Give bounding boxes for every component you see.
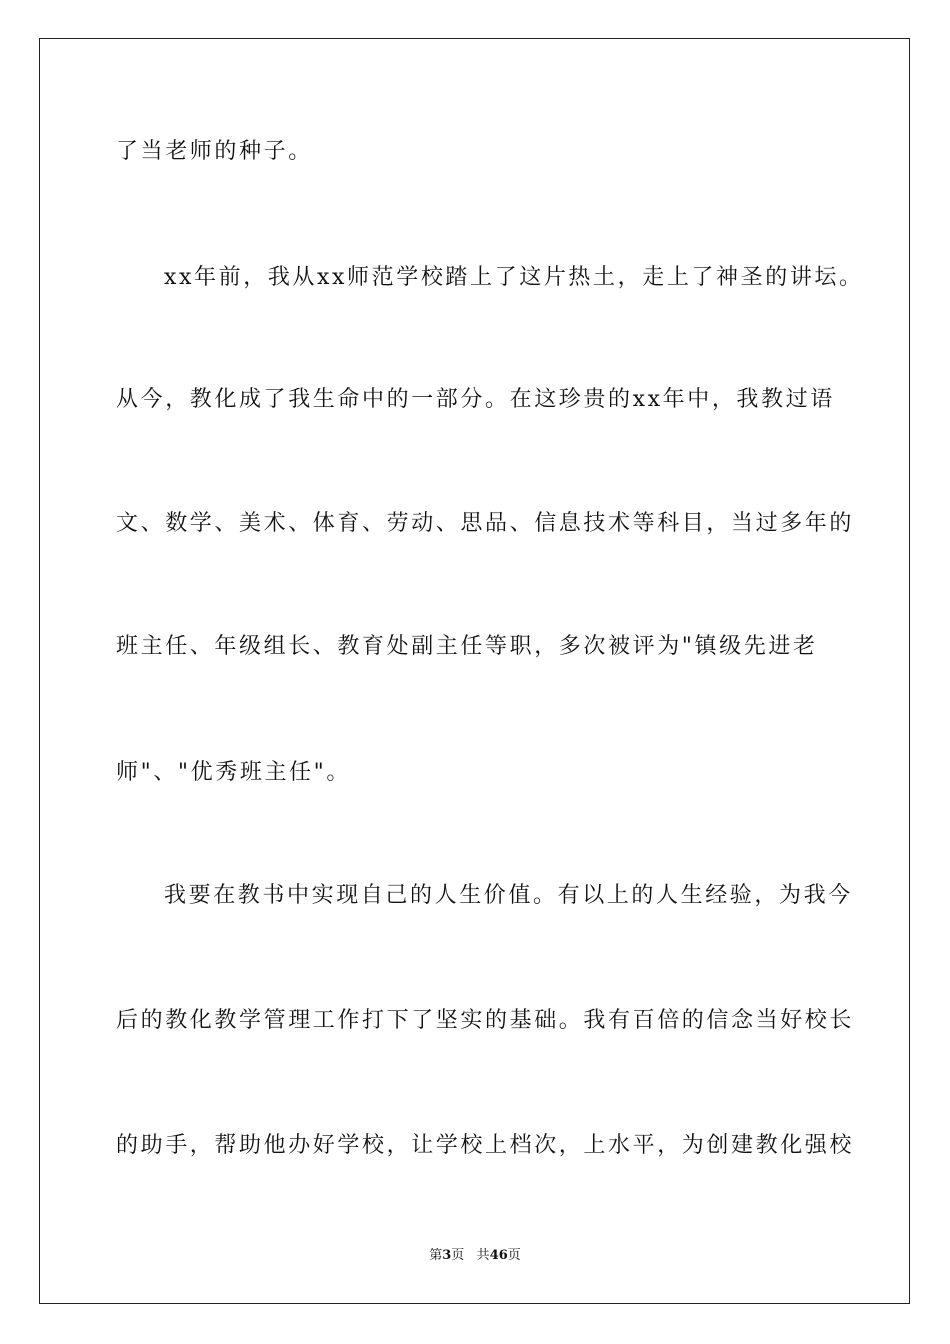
text-line-4: 文、数学、美术、体育、劳动、思品、信息技术等科目，当过多年的 [116,511,855,536]
text-line-1: 了当老师的种子。 [116,139,313,164]
text-line-3: 从今，教化成了我生命中的一部分。在这珍贵的xx年中，我教过语 [116,387,835,412]
text-line-9: 的助手，帮助他办好学校，让学校上档次，上水平，为创建教化强校 [116,1133,855,1158]
footer-total-suffix: 页 [507,1248,521,1263]
footer-total-prefix: 共 [476,1248,490,1263]
footer-page-prefix: 第 [429,1248,443,1263]
footer-page-suffix: 页 [451,1248,465,1263]
text-line-5: 班主任、年级组长、教育处副主任等职，多次被评为"镇级先进老 [116,634,818,659]
page-footer [0,1247,950,1265]
footer-total-pages: 46 [489,1248,508,1263]
text-line-7: 我要在教书中实现自己的人生价值。有以上的人生经验，为我今 [164,883,853,908]
text-line-2: xx年前，我从xx师范学校踏上了这片热土，走上了神圣的讲坛。 [164,265,864,290]
page-border [39,38,910,1304]
footer-page-number: 3 [442,1248,452,1263]
text-line-6: 师"、"优秀班主任"。 [116,760,351,785]
text-line-8: 后的教化教学管理工作打下了坚实的基础。我有百倍的信念当好校长 [116,1008,855,1033]
